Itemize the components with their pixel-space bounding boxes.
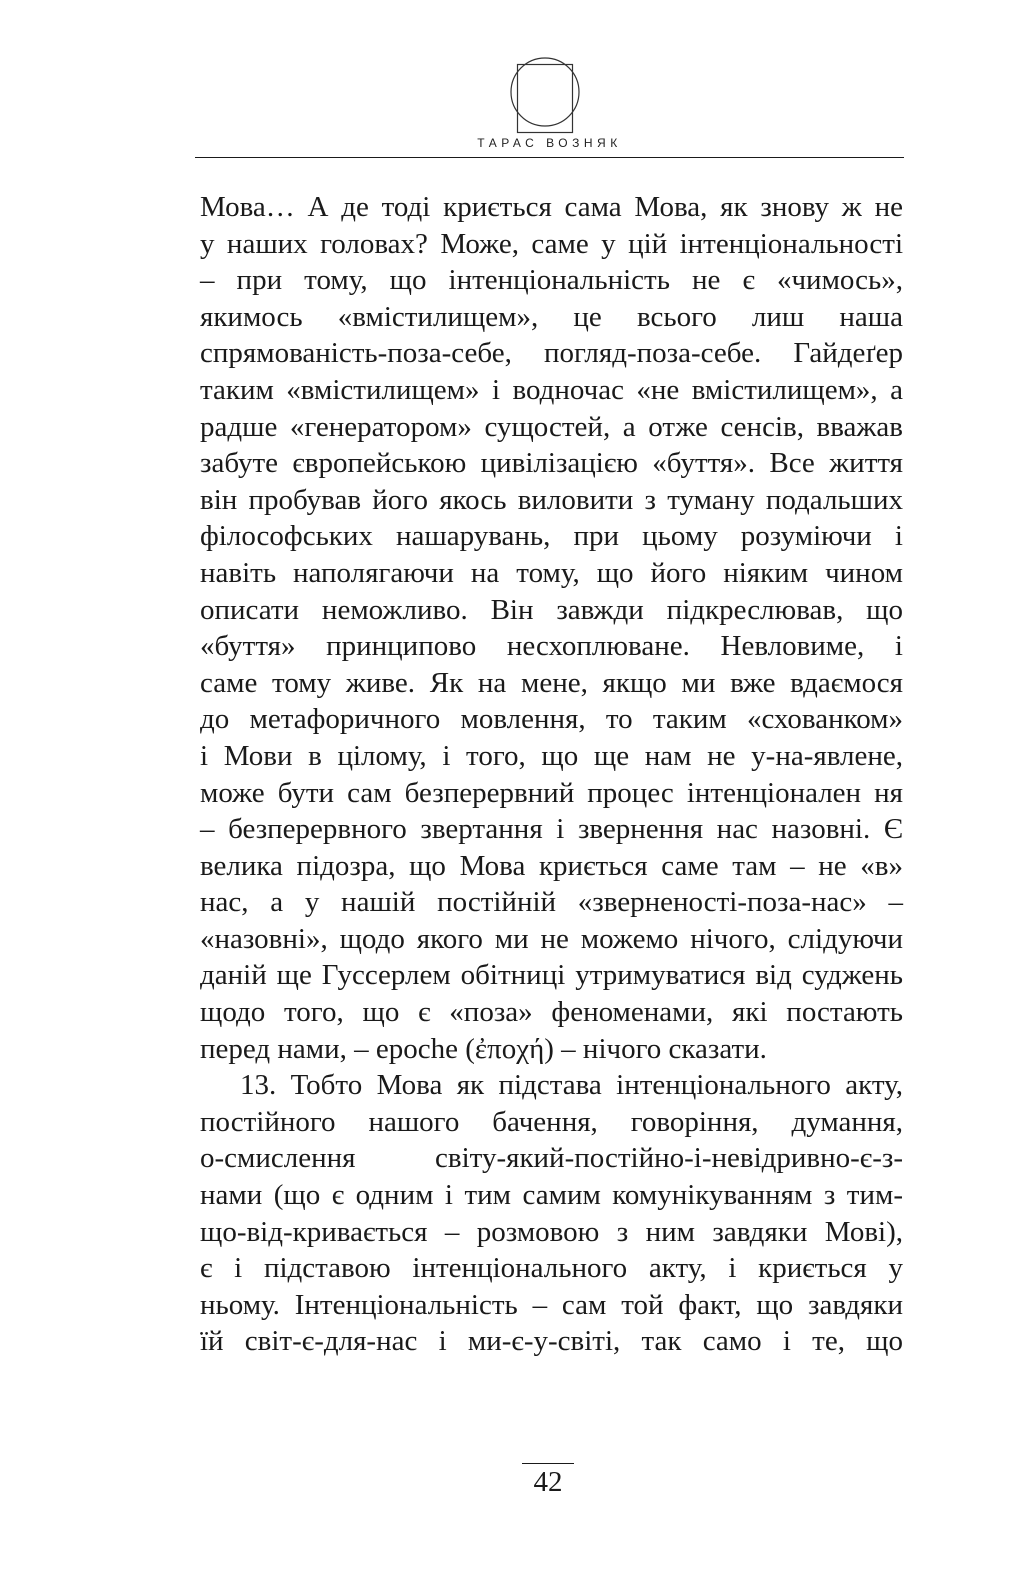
- text-line: – безперервного звертання і звернення нас назовні. Є: [200, 813, 903, 846]
- text-line: даній ще Гуссерлем обітниці утримуватися від суджень: [200, 959, 903, 992]
- text-line: «буття» принципово несхоплюване. Невловиме, і: [200, 630, 903, 663]
- text-line: о-смислення світу-який-постійно-і-невідривно-є-з-: [200, 1142, 903, 1175]
- text-line: філософських нашарувань, при цьому розуміючи і: [200, 520, 903, 553]
- header-rule: [195, 157, 904, 158]
- text-line: нами (що є одним і тим самим комунікуванням з тим-: [200, 1179, 903, 1212]
- paragraph-start-line: 13. Тобто Мова як підстава інтенціонального акту,: [240, 1069, 903, 1102]
- text-line: ньому. Інтенціональність – сам той факт, що завдяки: [200, 1288, 903, 1321]
- body-text: [200, 189, 903, 1360]
- page-number: 42: [522, 1463, 574, 1500]
- text-line: перед нами, – epoche (ἐποχή) – нічого сказати.: [200, 1032, 767, 1065]
- text-line: у наших головах? Може, саме у цій інтенціональності: [200, 227, 903, 260]
- text-line: описати неможливо. Він завжди підкреслював, що: [200, 593, 903, 626]
- text-line: спрямованість-поза-себе, погляд-поза-себе. Гайдеґер: [200, 337, 903, 370]
- text-line: до метафоричного мовлення, то таким «схованком»: [200, 703, 903, 736]
- text-line: «назовні», щодо якого ми не можемо нічого, слідуючи: [200, 922, 903, 955]
- text-line: що-від-кривається – розмовою з ним завдяки Мові),: [200, 1215, 903, 1248]
- text-line: – при тому, що інтенціональність не є «чимось»,: [200, 264, 903, 297]
- text-line: якимось «вмістилищем», це всього лиш наша: [200, 300, 903, 333]
- text-line: їй світ-є-для-нас і ми-є-у-світі, так само і те, що: [200, 1325, 903, 1358]
- text-line: забуте європейською цивілізацією «буття». Все життя: [200, 447, 903, 480]
- text-line: навіть наполягаючи на тому, що його ніяким чином: [200, 556, 903, 589]
- circle-square-emblem-icon: [510, 48, 580, 138]
- text-line: нас, а у нашій постійній «зверненості-поза-нас» –: [200, 886, 903, 919]
- text-line: саме тому живе. Як на мене, якщо ми вже вдаємося: [200, 666, 903, 699]
- text-line: він пробував його якось виловити з туману подальших: [200, 483, 903, 516]
- running-header-author: ТАРАС ВОЗНЯК: [477, 136, 622, 150]
- text-line: велика підозра, що Мова криється саме там – не «в»: [200, 849, 903, 882]
- text-line: постійного нашого бачення, говоріння, думання,: [200, 1105, 903, 1138]
- text-line: щодо того, що є «поза» феноменами, які постають: [200, 996, 903, 1029]
- text-line: радше «генератором» сущостей, а отже сенсів, вважав: [200, 410, 903, 443]
- text-line: є і підставою інтенціонального акту, і криється у: [200, 1252, 903, 1285]
- text-line: таким «вмістилищем» і водночас «не вмістилищем», а: [200, 373, 903, 406]
- text-line: Мова… А де тоді криється сама Мова, як знову ж не: [200, 191, 903, 223]
- text-line: може бути сам безперервний процес інтенціонален ня: [200, 776, 903, 809]
- text-line: і Мови в цілому, і того, що ще нам не у-на-явлене,: [200, 739, 903, 772]
